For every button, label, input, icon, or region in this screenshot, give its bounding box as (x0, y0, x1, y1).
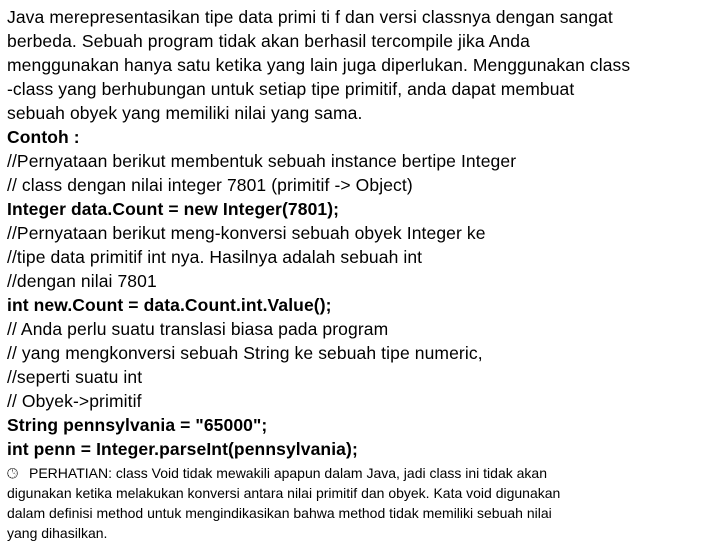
code-comment: // class dengan nilai integer 7801 (primitif -> Object) (7, 175, 413, 195)
note-line (7, 463, 717, 483)
slide-content (7, 5, 717, 543)
note-line: dalam definisi method untuk mengindikasikan bahwa method tidak memiliki sebuah nilai (7, 505, 552, 521)
note-line: yang dihasilkan. (7, 525, 108, 541)
code-comment: //seperti suatu int (7, 367, 143, 387)
paragraph-line: sebuah obyek yang memiliki nilai yang sama. (7, 103, 363, 123)
intro-paragraph (7, 5, 717, 125)
code-example (7, 149, 717, 461)
example-heading: Contoh : (7, 127, 80, 147)
paragraph-line: menggunakan hanya satu ketika yang lain juga diperlukan. Menggunakan class (7, 55, 631, 75)
paragraph-line: -class yang berhubungan untuk setiap tipe primitif, anda dapat membuat (7, 79, 575, 99)
code-comment: // Obyek->primitif (7, 391, 142, 411)
paragraph-line: Java merepresentasikan tipe data primi ti f dan versi classnya dengan sangat (7, 7, 613, 27)
note-line: digunakan ketika melakukan konversi antara nilai primitif dan obyek. Kata void digunakan (7, 485, 561, 501)
code-statement: Integer data.Count = new Integer(7801); (7, 199, 340, 219)
code-comment: //tipe data primitif int nya. Hasilnya adalah sebuah int (7, 247, 423, 267)
code-comment: //Pernyataan berikut membentuk sebuah instance bertipe Integer (7, 151, 517, 171)
code-statement: int new.Count = data.Count.int.Value(); (7, 295, 332, 315)
note-block (7, 463, 717, 543)
code-comment: //dengan nilai 7801 (7, 271, 157, 291)
code-statement: int penn = Integer.parseInt(pennsylvania); (7, 439, 358, 459)
code-comment: // Anda perlu suatu translasi biasa pada program (7, 319, 389, 339)
code-comment: //Pernyataan berikut meng-konversi sebuah obyek Integer ke (7, 223, 486, 243)
paragraph-line: berbeda. Sebuah program tidak akan berhasil tercompile jika Anda (7, 31, 530, 51)
code-comment: // yang mengkonversi sebuah String ke sebuah tipe numeric, (7, 343, 483, 363)
note-text: PERHATIAN: class Void tidak mewakili apapun dalam Java, jadi class ini tidak akan (29, 465, 547, 481)
clock-icon: 🕒︎ (7, 465, 19, 481)
code-statement: String pennsylvania = "65000"; (7, 415, 268, 435)
